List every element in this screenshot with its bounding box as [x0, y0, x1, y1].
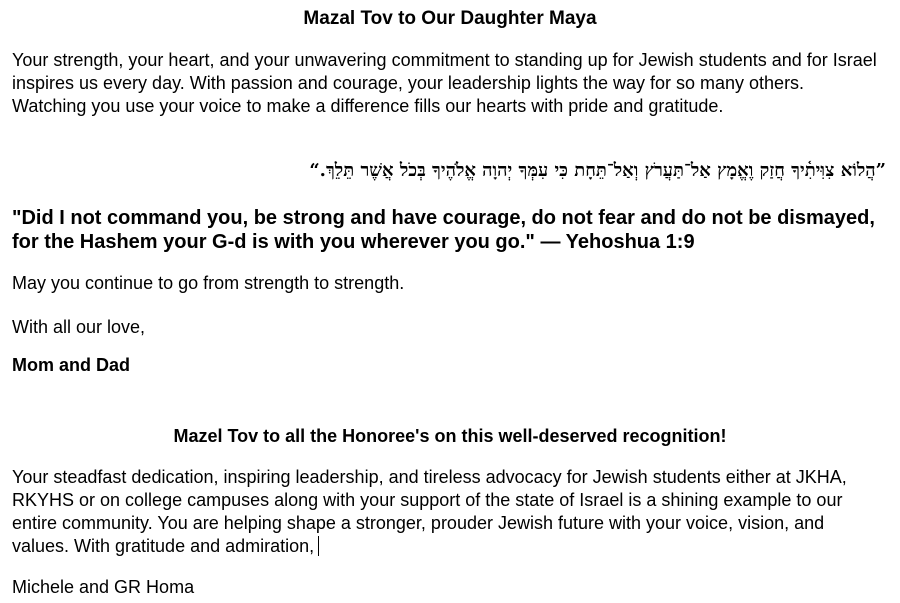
honorees-paragraph[interactable]: [12, 466, 882, 558]
document-title: Mazal Tov to Our Daughter Maya: [303, 8, 597, 29]
honorees-paragraph-text: Your steadfast dedication, inspiring leadership, and tireless advocacy for Jewish students either at JKHA, RKYHS or on college campuses along with your support of the state of Israel is a shining example to our entire community. You are helping shape a stronger, prouder Jewish future with your voice, vision, and values. With gratitude and admiration,: [12, 467, 847, 556]
signature-parents: Mom and Dad: [12, 355, 131, 375]
text-cursor: [318, 536, 319, 556]
honorees-heading: Mazel Tov to all the Honoree's on this well-deserved recognition!: [173, 426, 727, 446]
tribute-paragraph: Your strength, your heart, and your unwavering commitment to standing up for Jewish students and for Israel inspires us every day. With passion and courage, your leadership lights the way for so many others. Watching you use your voice to make a difference fills our hearts with pride and gratitude.: [12, 50, 877, 116]
blessing-line: May you continue to go from strength to strength.: [12, 273, 405, 293]
signature-homa: Michele and GR Homa: [12, 577, 195, 597]
english-verse: "Did I not command you, be strong and have courage, do not fear and do not be dismayed, for the Hashem your G-d is with you wherever you go." — Yehoshua 1:9: [12, 207, 875, 253]
hebrew-verse: ”הֲלוֹא צִוִּיתִ֫יךָ חֲזַק וֶאֱמָץ אַל־תַּעֲרֹץ וְאַל־תֵּחָת כִּי עִמְּךָ יְהוָה אֱלֹהֶיךָ בְּכֹל אֲשֶׁר תֵּלֵךְ.“: [309, 160, 886, 181]
closing-line: With all our love,: [12, 317, 146, 337]
